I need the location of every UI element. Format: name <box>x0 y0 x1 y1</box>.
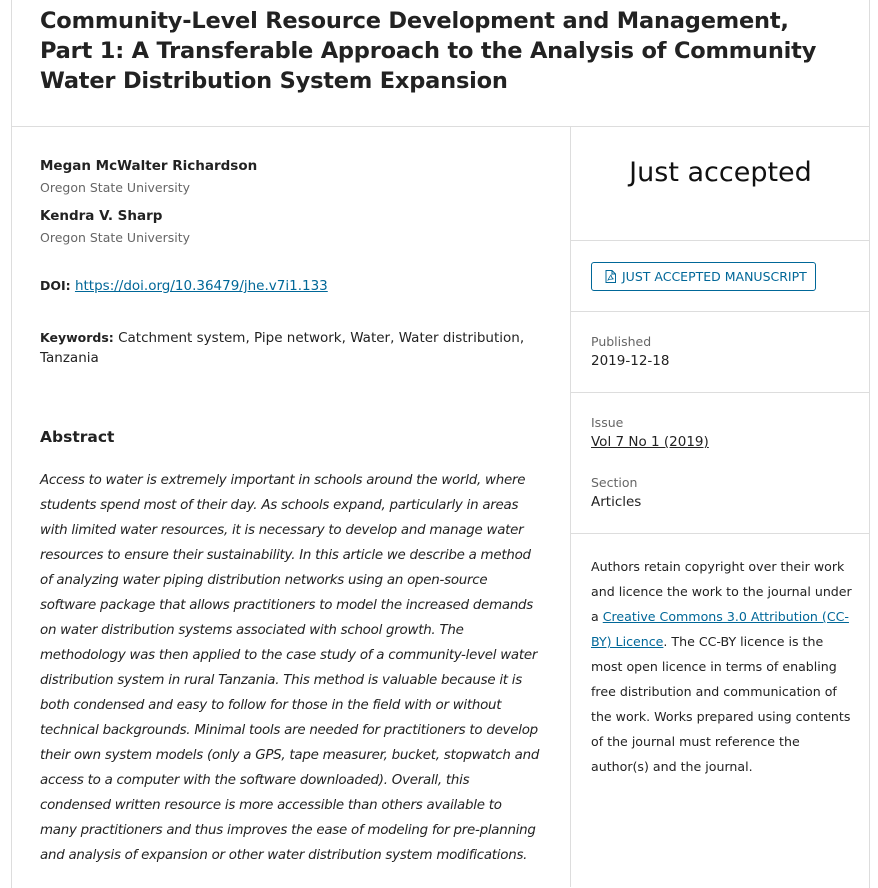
published-label: Published <box>591 334 652 349</box>
license-link[interactable]: Creative Commons 3.0 Attribution (CC-BY) Licence <box>591 609 849 649</box>
keywords-label: Keywords: <box>40 330 114 345</box>
keywords-row <box>40 328 540 368</box>
sidebar-divider <box>570 127 571 887</box>
doi-row <box>40 278 328 294</box>
license-text-start: Authors retain copyright over their work and licence the work to the journal under a <box>591 559 852 624</box>
license-text <box>591 554 853 779</box>
abstract-text: Access to water is extremely important in schools around the world, where students spend most of their day. As schools expand, particularly in areas with limited water resources, it is necessary to develop and manage water resources to ensure their sustainability. In this article we describe a method of analyzing water piping distribution networks using an open-source software package that allows practitioners to model the increased demands on water distribution systems associated with school growth. The methodology was then applied to the case study of a community-level water distribution system in rural Tanzania. This method is valuable because it is both condensed and easy to follow for those in the field with or without technical backgrounds. Minimal tools are needed for practitioners to develop their own system models (only a GPS, tape measurer, bucket, stopwatch and access to a computer with the software downloaded). Overall, this condensed written resource is more accessible than others available to many practitioners and thus improves the ease of modeling for pre-planning and analysis of expansion or other water distribution system modifications. <box>40 473 540 863</box>
sidebar-divider <box>571 533 870 534</box>
sidebar-divider <box>571 311 870 312</box>
sidebar-divider <box>571 392 870 393</box>
section-value: Articles <box>591 494 642 510</box>
manuscript-button-label: JUST ACCEPTED MANUSCRIPT <box>622 269 807 284</box>
sidebar-divider <box>571 240 870 241</box>
issue-link[interactable]: Vol 7 No 1 (2019) <box>591 434 709 450</box>
doi-link[interactable]: https://doi.org/10.36479/jhe.v7i1.133 <box>74 278 328 294</box>
issue-label: Issue <box>591 415 624 430</box>
license-text-end: . The CC-BY licence is the most open licence in terms of enabling free distribution and communication of the work. Works prepared using contents of the journal must reference the author(s) and the journal. <box>591 634 851 774</box>
published-date: 2019-12-18 <box>591 353 670 369</box>
title-divider <box>11 126 870 127</box>
status-label: Just accepted <box>629 157 812 188</box>
manuscript-download-button[interactable] <box>591 262 816 291</box>
author-affiliation: Oregon State University <box>40 230 190 245</box>
doi-label: DOI: <box>40 278 71 293</box>
article-title: Community-Level Resource Development and Management, Part 1: A Transferable Approach to the Analysis of Community Water Distribution System Expansion <box>40 8 817 94</box>
abstract-heading: Abstract <box>40 428 115 446</box>
file-pdf-icon <box>605 270 616 283</box>
keywords-value: Catchment system, Pipe network, Water, Water distribution, Tanzania <box>40 330 525 366</box>
author-name: Kendra V. Sharp <box>40 208 163 224</box>
author-name: Megan McWalter Richardson <box>40 158 258 174</box>
section-label: Section <box>591 475 638 490</box>
author-affiliation: Oregon State University <box>40 180 190 195</box>
